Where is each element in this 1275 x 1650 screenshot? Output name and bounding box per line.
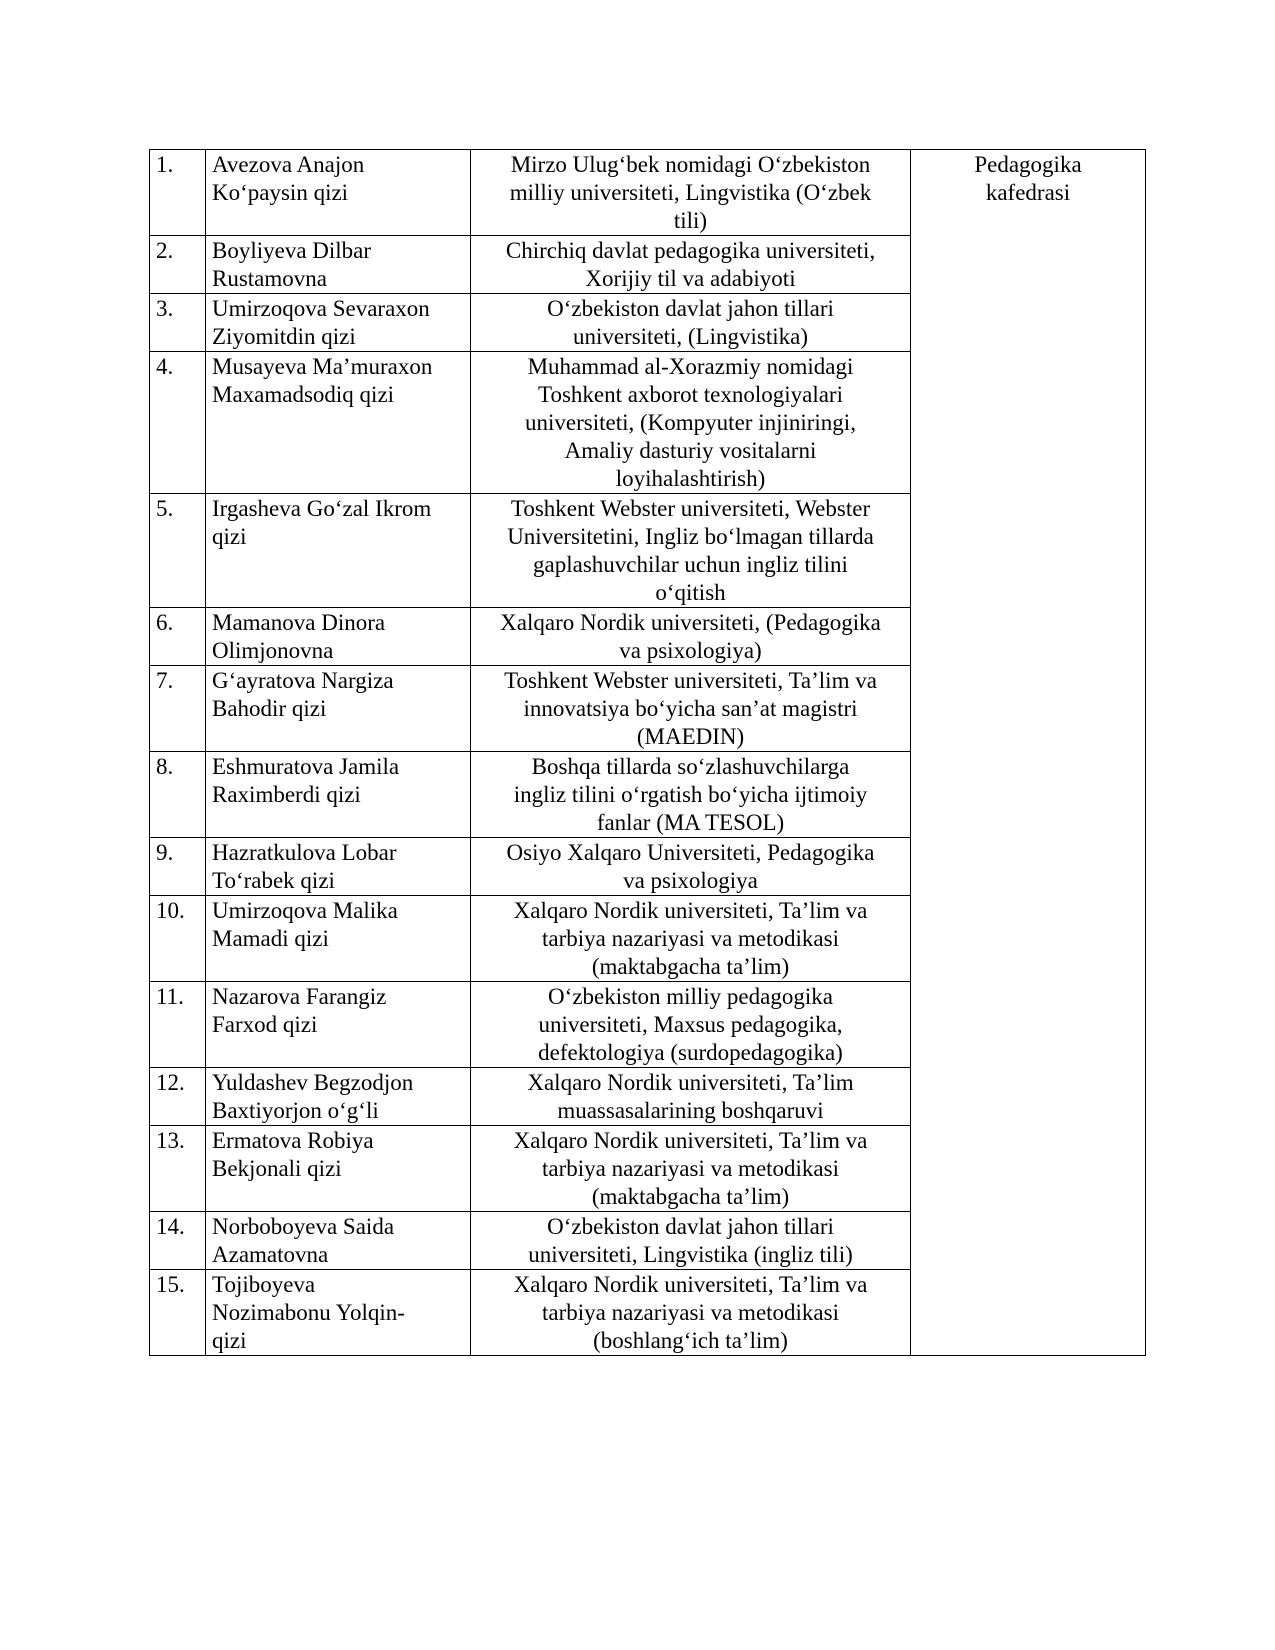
person-name: Irgasheva Go‘zal Ikrom qizi bbox=[206, 494, 471, 608]
person-name: G‘ayratova Nargiza Bahodir qizi bbox=[206, 666, 471, 752]
person-name: Musayeva Ma’muraxon Maxamadsodiq qizi bbox=[206, 352, 471, 494]
person-name: Yuldashev Begzodjon Baxtiyorjon o‘g‘li bbox=[206, 1068, 471, 1126]
row-number: 10. bbox=[150, 896, 206, 982]
person-name: Tojiboyeva Nozimabonu Yolqin- qizi bbox=[206, 1270, 471, 1356]
university-specialty: O‘zbekiston davlat jahon tillari universiteti, Lingvistika (ingliz tili) bbox=[471, 1212, 911, 1270]
person-name: Hazratkulova Lobar To‘rabek qizi bbox=[206, 838, 471, 896]
person-name: Nazarova Farangiz Farxod qizi bbox=[206, 982, 471, 1068]
row-number: 13. bbox=[150, 1126, 206, 1212]
table-row bbox=[150, 150, 1146, 236]
staff-table bbox=[149, 149, 1146, 1356]
row-number: 6. bbox=[150, 608, 206, 666]
person-name: Mamanova Dinora Olimjonovna bbox=[206, 608, 471, 666]
row-number: 3. bbox=[150, 294, 206, 352]
row-number: 15. bbox=[150, 1270, 206, 1356]
row-number: 12. bbox=[150, 1068, 206, 1126]
university-specialty: O‘zbekiston davlat jahon tillari universiteti, (Lingvistika) bbox=[471, 294, 911, 352]
university-specialty: Xalqaro Nordik universiteti, Ta’lim va tarbiya nazariyasi va metodikasi (boshlang‘ich ta’lim) bbox=[471, 1270, 911, 1356]
department-name: Pedagogika kafedrasi bbox=[911, 150, 1146, 1356]
university-specialty: Chirchiq davlat pedagogika universiteti, Xorijiy til va adabiyoti bbox=[471, 236, 911, 294]
row-number: 7. bbox=[150, 666, 206, 752]
row-number: 5. bbox=[150, 494, 206, 608]
university-specialty: Xalqaro Nordik universiteti, Ta’lim va tarbiya nazariyasi va metodikasi (maktabgacha ta’lim) bbox=[471, 896, 911, 982]
university-specialty: Xalqaro Nordik universiteti, Ta’lim muassasalarining boshqaruvi bbox=[471, 1068, 911, 1126]
row-number: 1. bbox=[150, 150, 206, 236]
person-name: Umirzoqova Sevaraxon Ziyomitdin qizi bbox=[206, 294, 471, 352]
row-number: 9. bbox=[150, 838, 206, 896]
university-specialty: O‘zbekiston milliy pedagogika universiteti, Maxsus pedagogika, defektologiya (surdopedagogika) bbox=[471, 982, 911, 1068]
person-name: Avezova Anajon Ko‘paysin qizi bbox=[206, 150, 471, 236]
university-specialty: Osiyo Xalqaro Universiteti, Pedagogika va psixologiya bbox=[471, 838, 911, 896]
row-number: 4. bbox=[150, 352, 206, 494]
person-name: Boyliyeva Dilbar Rustamovna bbox=[206, 236, 471, 294]
university-specialty: Xalqaro Nordik universiteti, Ta’lim va tarbiya nazariyasi va metodikasi (maktabgacha ta’lim) bbox=[471, 1126, 911, 1212]
person-name: Eshmuratova Jamila Raximberdi qizi bbox=[206, 752, 471, 838]
person-name: Ermatova Robiya Bekjonali qizi bbox=[206, 1126, 471, 1212]
staff-table-body bbox=[150, 150, 1146, 1356]
university-specialty: Mirzo Ulug‘bek nomidagi O‘zbekiston milliy universiteti, Lingvistika (O‘zbek tili) bbox=[471, 150, 911, 236]
university-specialty: Xalqaro Nordik universiteti, (Pedagogika va psixologiya) bbox=[471, 608, 911, 666]
row-number: 11. bbox=[150, 982, 206, 1068]
university-specialty: Muhammad al-Xorazmiy nomidagi Toshkent axborot texnologiyalari universiteti, (Kompyuter injiniringi, Amaliy dasturiy vositalarni loyihalashtirish) bbox=[471, 352, 911, 494]
row-number: 8. bbox=[150, 752, 206, 838]
row-number: 2. bbox=[150, 236, 206, 294]
university-specialty: Boshqa tillarda so‘zlashuvchilarga ingliz tilini o‘rgatish bo‘yicha ijtimoiy fanlar (MA TESOL) bbox=[471, 752, 911, 838]
row-number: 14. bbox=[150, 1212, 206, 1270]
university-specialty: Toshkent Webster universiteti, Ta’lim va innovatsiya bo‘yicha san’at magistri (MAEDIN) bbox=[471, 666, 911, 752]
person-name: Norboboyeva Saida Azamatovna bbox=[206, 1212, 471, 1270]
university-specialty: Toshkent Webster universiteti, Webster Universitetini, Ingliz bo‘lmagan tillarda gaplashuvchilar uchun ingliz tilini o‘qitish bbox=[471, 494, 911, 608]
person-name: Umirzoqova Malika Mamadi qizi bbox=[206, 896, 471, 982]
